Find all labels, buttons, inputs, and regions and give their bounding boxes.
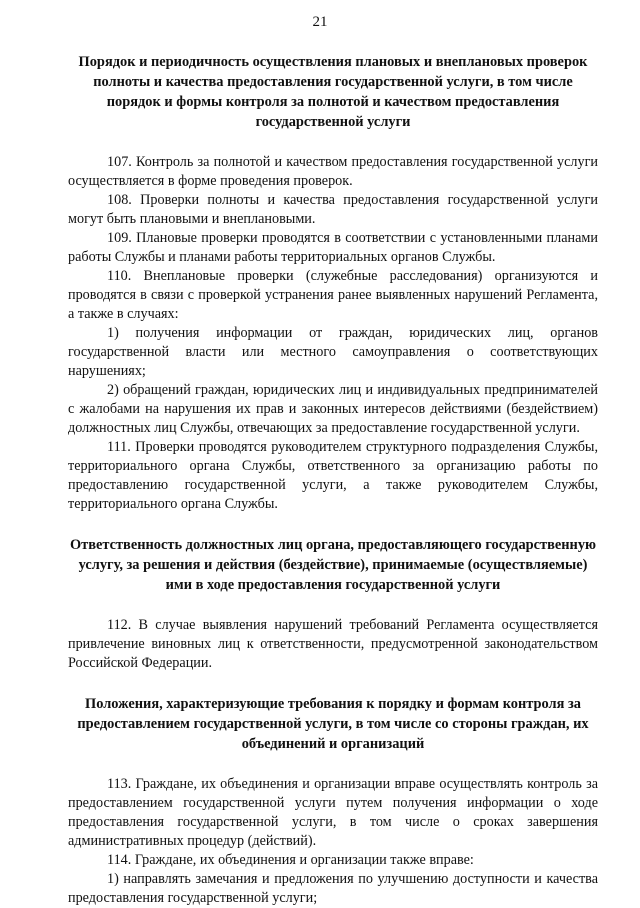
document-body xyxy=(68,52,598,908)
section-heading: Ответственность должностных лиц органа, предоставляющего государственную услугу, за решения и действия (бездействие), принимаемые (осуществляемые) ими в ходе предоставления государственной услуги xyxy=(69,537,597,593)
paragraph: 110. Внеплановые проверки (служебные расследования) организуются и проводятся в связи с проверкой устранения ранее выявленных нарушений Регламента, а также в случаях: xyxy=(68,268,598,322)
list-item: 2) обращений граждан, юридических лиц и индивидуальных предпринимателей с жалобами на нарушения их прав и законных интересов действиями (бездействием) должностных лиц Службы, отвечающих за предоставление государственной услуги. xyxy=(68,382,598,436)
page-number: 21 xyxy=(312,14,328,30)
section-heading: Положения, характеризующие требования к порядку и формам контроля за предоставлением государственной услуги, в том числе со стороны граждан, их объединений и организаций xyxy=(77,696,589,752)
paragraph: 112. В случае выявления нарушений требований Регламента осуществляется привлечение виновных лиц к ответственности, предусмотренной законодательством Российской Федерации. xyxy=(68,617,598,671)
paragraph: 111. Проверки проводятся руководителем структурного подразделения Службы, территориального органа Службы, ответственного за организацию работы по предоставлению государственной услуги, а также руководителем Службы, территориального органа Службы. xyxy=(68,439,598,512)
list-item: 1) направлять замечания и предложения по улучшению доступности и качества предоставления государственной услуги; xyxy=(68,871,598,906)
paragraph: 114. Граждане, их объединения и организации также вправе: xyxy=(107,852,474,868)
section-heading: Порядок и периодичность осуществления плановых и внеплановых проверок полноты и качества предоставления государственной услуги, в том числе порядок и формы контроля за полнотой и качеством предоставления государственной услуги xyxy=(78,54,588,130)
paragraph: 107. Контроль за полнотой и качеством предоставления государственной услуги осуществляется в форме проведения проверок. xyxy=(68,154,598,189)
paragraph: 109. Плановые проверки проводятся в соответствии с установленными планами работы Службы и планами работы территориальных органов Службы. xyxy=(68,230,598,265)
paragraph: 108. Проверки полноты и качества предоставления государственной услуги могут быть плановыми и внеплановыми. xyxy=(68,192,598,227)
paragraph: 113. Граждане, их объединения и организации вправе осуществлять контроль за предоставлением государственной услуги путем получения информации о ходе предоставления государственной услуги, в том числе о сроках завершения административных процедур (действий). xyxy=(68,776,598,849)
list-item: 1) получения информации от граждан, юридических лиц, органов государственной власти или местного самоуправления о соответствующих нарушениях; xyxy=(68,325,598,379)
